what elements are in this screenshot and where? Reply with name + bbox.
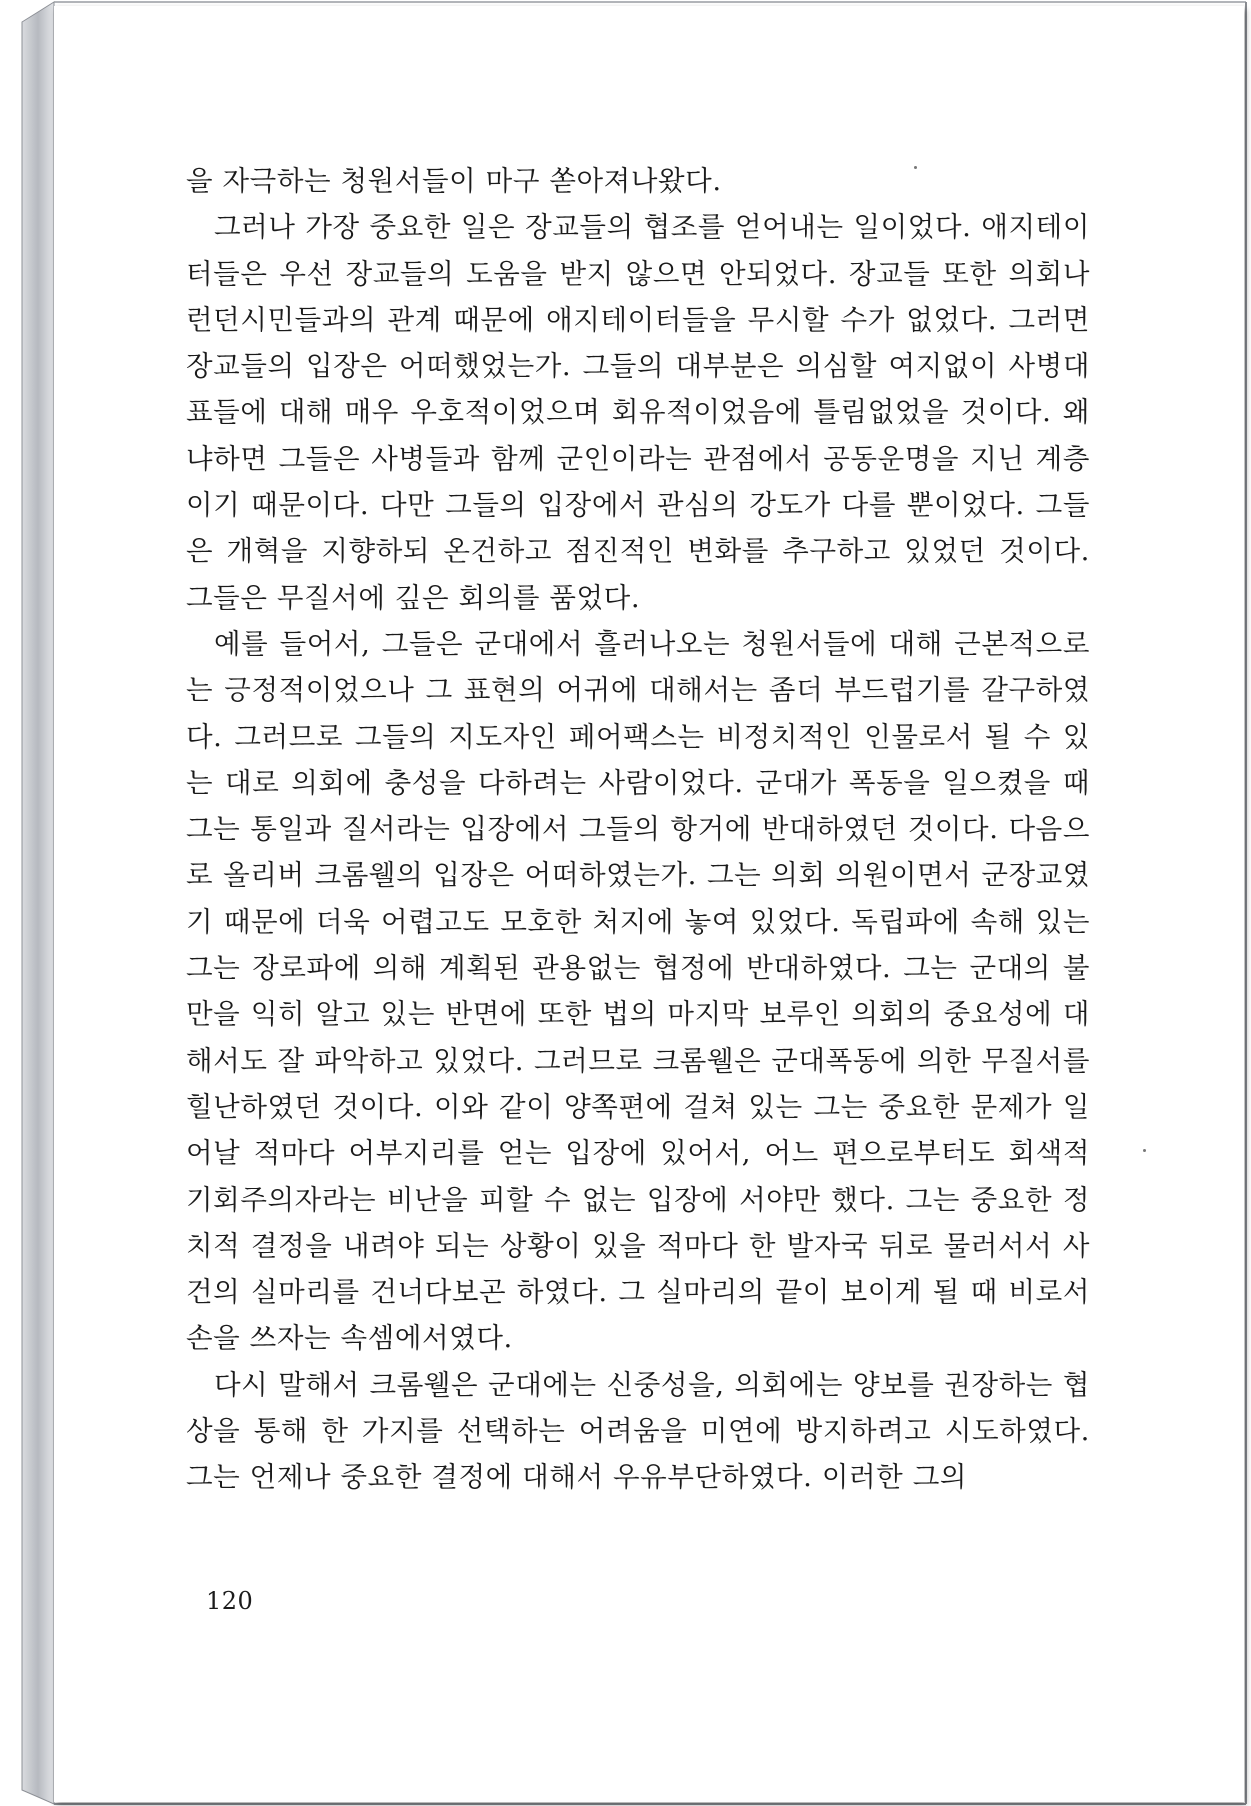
print-speck: [914, 166, 917, 169]
paragraph-1: 을 자극하는 청원서들이 마구 쏟아져나왔다.: [186, 165, 722, 197]
body-text: [186, 158, 1090, 1501]
paragraph-2: 그러나 가장 중요한 일은 장교들의 협조를 얻어내는 일이었다. 애지테이터들은 우선 장교들의 도움을 받지 않으면 안되었다. 장교들 또한 의회나 런던시민들과의 관계 때문에 애지테이터들을 무시할 수가 없었다. 그러면 장교들의 입장은 어떠했었는가. 그들의 대부분은 의심할 여지없이 사병대표들에 대해 매우 우호적이었으며 회유적이었음에 틀림없었을 것이다. 왜냐하면 그들은 사병들과 함께 군인이라는 관점에서 공동운명을 지닌 계층이기 때문이다. 다만 그들의 입장에서 관심의 강도가 다를 뿐이었다. 그들은 개혁을 지향하되 온건하고 점진적인 변화를 추구하고 있었던 것이다. 그들은 무질서에 깊은 회의를 품었다.: [186, 211, 1090, 614]
print-speck: [1143, 1149, 1146, 1152]
page-number: 120: [206, 1587, 254, 1615]
paragraph-3: 예를 들어서, 그들은 군대에서 흘러나오는 청원서들에 대해 근본적으로는 긍정적이었으나 그 표현의 어귀에 대해서는 좀더 부드럽기를 갈구하였다. 그러므로 그들의 지도자인 페어팩스는 비정치적인 인물로서 될 수 있는 대로 의회에 충성을 다하려는 사람이었다. 군대가 폭동을 일으켰을 때 그는 통일과 질서라는 입장에서 그들의 항거에 반대하였던 것이다. 다음으로 올리버 크롬웰의 입장은 어떠하였는가. 그는 의회 의원이면서 군장교였기 때문에 더욱 어렵고도 모호한 처지에 놓여 있었다. 독립파에 속해 있는 그는 장로파에 의해 계획된 관용없는 협정에 반대하였다. 그는 군대의 불만을 익히 알고 있는 반면에 또한 법의 마지막 보루인 의회의 중요성에 대해서도 잘 파악하고 있었다. 그러므로 크롬웰은 군대폭동에 의한 무질서를 힐난하였던 것이다. 이와 같이 양쪽편에 걸쳐 있는 그는 중요한 문제가 일어날 적마다 어부지리를 얻는 입장에 있어서, 어느 편으로부터도 회색적 기회주의자라는 비난을 피할 수 없는 입장에 서야만 했다. 그는 중요한 정치적 결정을 내려야 되는 상황이 있을 적마다 한 발자국 뒤로 물러서서 사건의 실마리를 건너다보곤 하였다. 그 실마리의 끝이 보이게 될 때 비로서 손을 쓰자는 속셈에서였다.: [186, 627, 1090, 1355]
paragraph-4: 다시 말해서 크롬웰은 군대에는 신중성을, 의회에는 양보를 권장하는 협상을 통해 한 가지를 선택하는 어려움을 미연에 방지하려고 시도하였다. 그는 언제나 중요한 결정에 대해서 우유부단하였다. 이러한 그의: [186, 1368, 1090, 1494]
